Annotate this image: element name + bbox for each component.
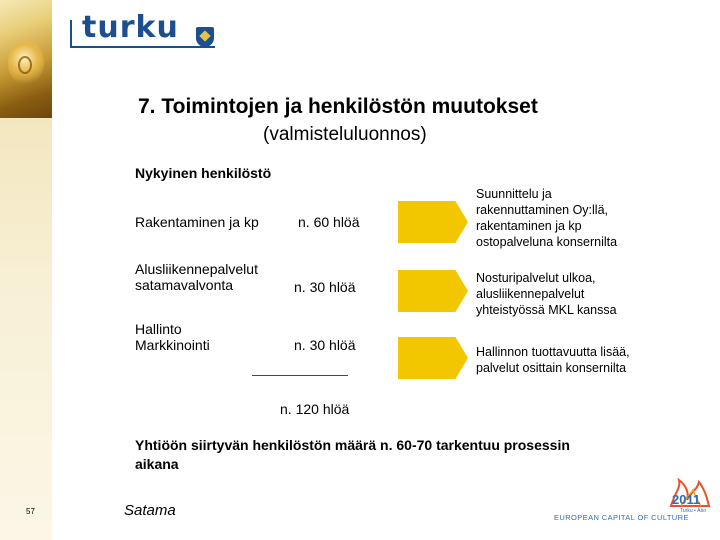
page-number: 57 bbox=[26, 507, 35, 516]
arrow-right-icon bbox=[398, 201, 468, 243]
sum-divider bbox=[252, 375, 348, 376]
row-count: n. 30 hlöä bbox=[294, 337, 356, 353]
row-note: Suunnittelu ja rakennuttaminen Oy:llä, rakentaminen ja kp ostopalveluna konsernilta bbox=[476, 187, 618, 249]
side-strip bbox=[0, 118, 52, 540]
ecoc-city: Turku • Åbo bbox=[680, 508, 707, 514]
slide-subtitle: (valmisteluluonnos) bbox=[263, 124, 427, 145]
row-note: Hallinnon tuottavuutta lisää, palvelut osittain konsernilta bbox=[476, 345, 630, 375]
arrow-right-icon bbox=[398, 270, 468, 312]
arrow-right-icon bbox=[398, 337, 468, 379]
section-heading: Nykyinen henkilöstö bbox=[135, 165, 272, 181]
ecoc-text: EUROPEAN CAPITAL OF CULTURE bbox=[554, 513, 689, 522]
row-label: Alusliikennepalvelut satamavalvonta bbox=[135, 261, 258, 293]
conclusion-text: Yhtiöön siirtyvän henkilöstön määrä n. 60-70 tarkentuu prosessin aikana bbox=[135, 437, 570, 472]
crest-icon bbox=[196, 27, 214, 47]
row-count: n. 30 hlöä bbox=[294, 279, 356, 295]
row-count: n. 60 hlöä bbox=[298, 214, 360, 230]
row-note: Nosturipalvelut ulkoa, alusliikennepalvelut yhteistyössä MKL kanssa bbox=[476, 271, 617, 317]
ecoc-year: 2011 bbox=[672, 492, 701, 507]
logo-text: turku bbox=[82, 10, 179, 45]
header-photo bbox=[0, 0, 52, 118]
turku-logo bbox=[70, 10, 215, 50]
footer-label: Satama bbox=[124, 502, 176, 519]
total-count: n. 120 hlöä bbox=[280, 401, 350, 417]
ecoc-logo bbox=[552, 478, 720, 540]
slide-title: 7. Toimintojen ja henkilöstön muutokset bbox=[138, 95, 538, 118]
row-label: Hallinto Markkinointi bbox=[135, 321, 210, 353]
row-label: Rakentaminen ja kp bbox=[135, 214, 259, 230]
photo-ornament bbox=[18, 56, 32, 74]
